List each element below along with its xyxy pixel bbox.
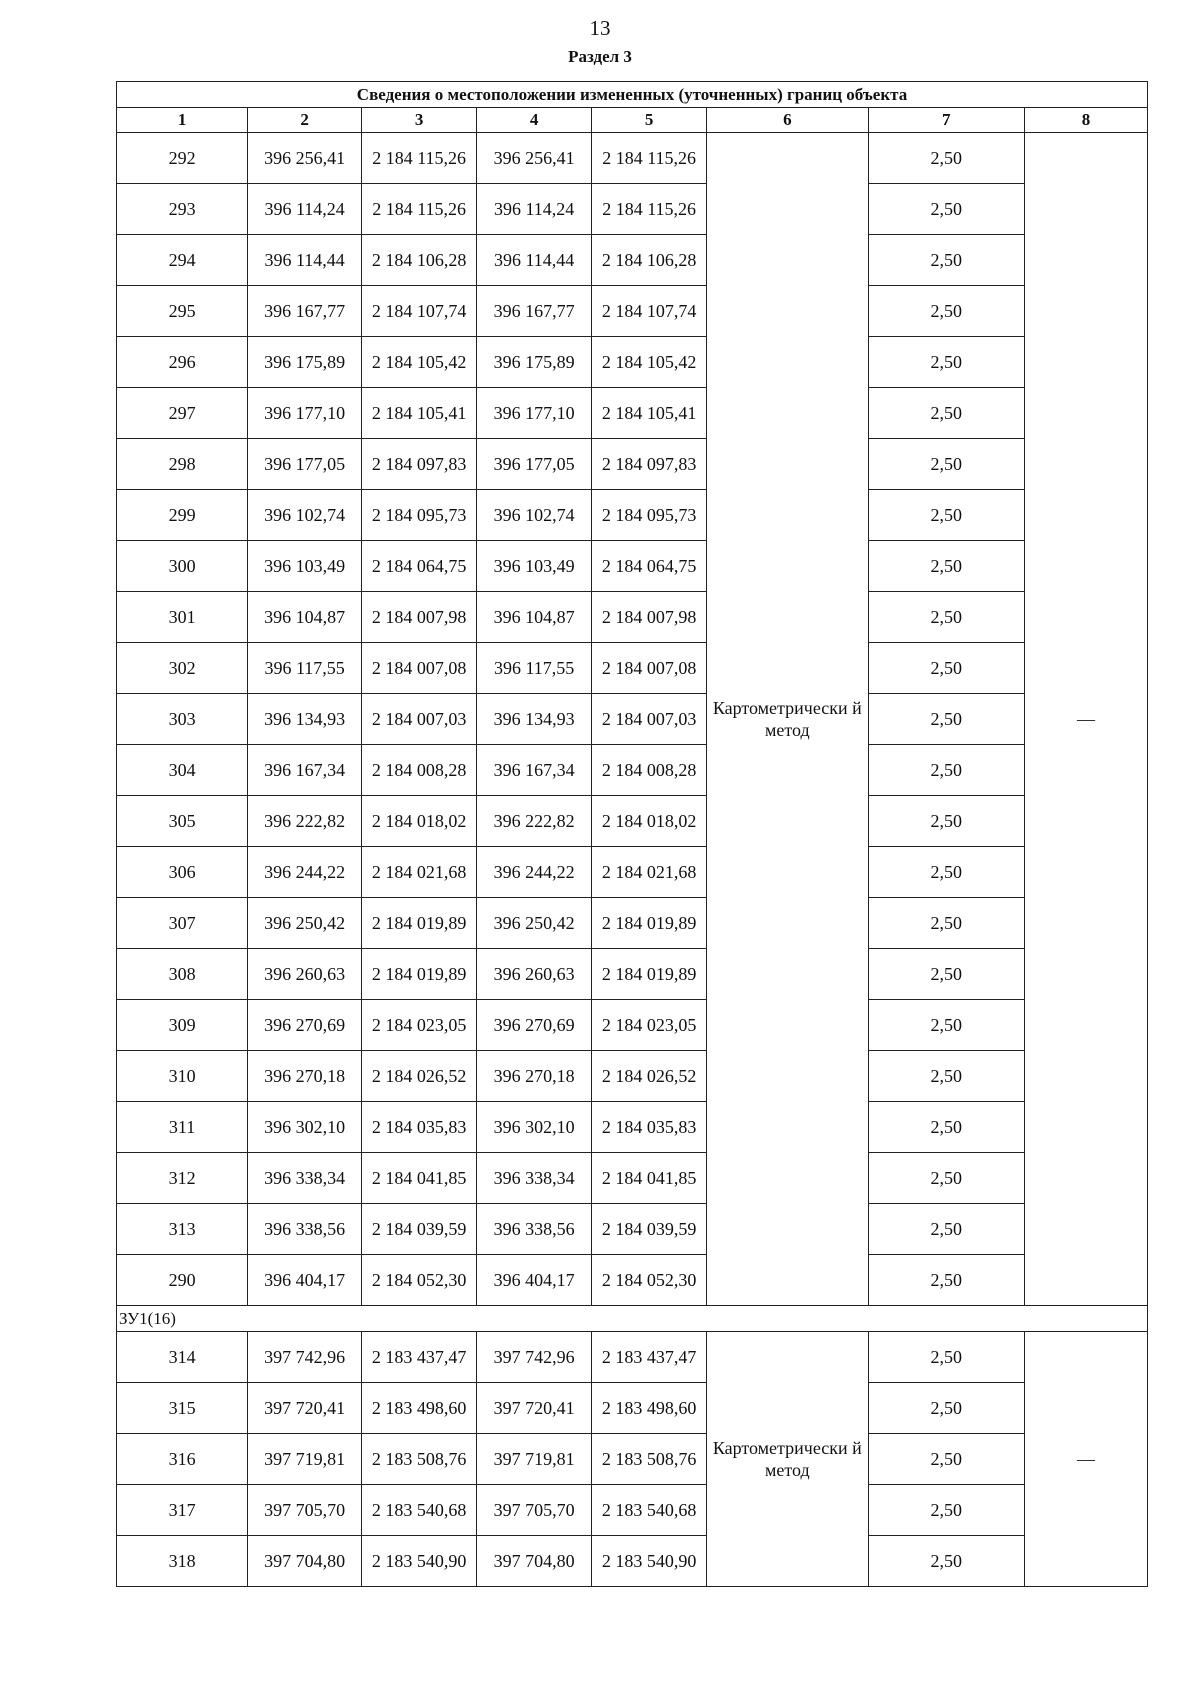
x-existing-cell: 396 102,74 (248, 490, 362, 541)
table-row (117, 1000, 1148, 1051)
y-existing-cell: 2 184 019,89 (362, 949, 477, 1000)
x-new-cell: 397 719,81 (477, 1434, 592, 1485)
y-new-cell: 2 184 008,28 (592, 745, 707, 796)
x-existing-cell: 396 222,82 (248, 796, 362, 847)
y-new-cell: 2 184 064,75 (592, 541, 707, 592)
x-existing-cell: 397 704,80 (248, 1536, 362, 1587)
x-existing-cell: 397 742,96 (248, 1332, 362, 1383)
table-row (117, 1332, 1148, 1383)
x-existing-cell: 396 177,05 (248, 439, 362, 490)
point-number-cell: 311 (117, 1102, 248, 1153)
accuracy-cell: 2,50 (868, 694, 1024, 745)
point-number-cell: 313 (117, 1204, 248, 1255)
table-row (117, 133, 1148, 184)
column-number: 8 (1024, 108, 1147, 133)
accuracy-cell: 2,50 (868, 388, 1024, 439)
x-existing-cell: 396 256,41 (248, 133, 362, 184)
column-number: 6 (707, 108, 868, 133)
x-new-cell: 397 705,70 (477, 1485, 592, 1536)
x-existing-cell: 397 705,70 (248, 1485, 362, 1536)
y-existing-cell: 2 184 007,08 (362, 643, 477, 694)
x-existing-cell: 396 338,56 (248, 1204, 362, 1255)
table-row (117, 898, 1148, 949)
accuracy-cell: 2,50 (868, 1102, 1024, 1153)
table-row (117, 694, 1148, 745)
x-new-cell: 396 177,05 (477, 439, 592, 490)
y-existing-cell: 2 184 035,83 (362, 1102, 477, 1153)
point-number-cell: 290 (117, 1255, 248, 1306)
point-number-cell: 294 (117, 235, 248, 286)
y-new-cell: 2 184 019,89 (592, 949, 707, 1000)
x-new-cell: 396 117,55 (477, 643, 592, 694)
x-new-cell: 396 270,69 (477, 1000, 592, 1051)
y-existing-cell: 2 183 540,68 (362, 1485, 477, 1536)
y-existing-cell: 2 184 097,83 (362, 439, 477, 490)
y-new-cell: 2 184 097,83 (592, 439, 707, 490)
x-new-cell: 397 704,80 (477, 1536, 592, 1587)
table-row (117, 541, 1148, 592)
y-new-cell: 2 184 007,03 (592, 694, 707, 745)
x-existing-cell: 396 167,77 (248, 286, 362, 337)
y-existing-cell: 2 184 008,28 (362, 745, 477, 796)
y-existing-cell: 2 184 018,02 (362, 796, 477, 847)
x-existing-cell: 396 103,49 (248, 541, 362, 592)
column-number: 1 (117, 108, 248, 133)
y-existing-cell: 2 184 007,03 (362, 694, 477, 745)
y-new-cell: 2 184 107,74 (592, 286, 707, 337)
accuracy-cell: 2,50 (868, 1255, 1024, 1306)
x-existing-cell: 396 167,34 (248, 745, 362, 796)
y-new-cell: 2 183 508,76 (592, 1434, 707, 1485)
column-8-cell: — (1024, 133, 1147, 1306)
y-new-cell: 2 184 007,98 (592, 592, 707, 643)
y-new-cell: 2 184 115,26 (592, 133, 707, 184)
point-number-cell: 306 (117, 847, 248, 898)
x-new-cell: 397 720,41 (477, 1383, 592, 1434)
accuracy-cell: 2,50 (868, 1536, 1024, 1587)
y-existing-cell: 2 184 019,89 (362, 898, 477, 949)
y-new-cell: 2 184 106,28 (592, 235, 707, 286)
table-row (117, 847, 1148, 898)
y-new-cell: 2 183 540,90 (592, 1536, 707, 1587)
accuracy-cell: 2,50 (868, 439, 1024, 490)
point-number-cell: 307 (117, 898, 248, 949)
x-existing-cell: 397 719,81 (248, 1434, 362, 1485)
x-new-cell: 396 250,42 (477, 898, 592, 949)
point-number-cell: 297 (117, 388, 248, 439)
table-row (117, 1255, 1148, 1306)
point-number-cell: 292 (117, 133, 248, 184)
parcel-label: ЗУ1(16) (117, 1306, 1148, 1332)
point-number-cell: 315 (117, 1383, 248, 1434)
accuracy-cell: 2,50 (868, 286, 1024, 337)
table-row (117, 1153, 1148, 1204)
point-number-cell: 304 (117, 745, 248, 796)
y-new-cell: 2 184 023,05 (592, 1000, 707, 1051)
accuracy-cell: 2,50 (868, 1000, 1024, 1051)
x-new-cell: 396 338,56 (477, 1204, 592, 1255)
y-existing-cell: 2 184 106,28 (362, 235, 477, 286)
table-row (117, 388, 1148, 439)
x-existing-cell: 396 104,87 (248, 592, 362, 643)
method-cell: Картометрически й метод (707, 1332, 868, 1587)
y-existing-cell: 2 183 437,47 (362, 1332, 477, 1383)
x-existing-cell: 396 270,18 (248, 1051, 362, 1102)
table-row (117, 337, 1148, 388)
accuracy-cell: 2,50 (868, 184, 1024, 235)
accuracy-cell: 2,50 (868, 337, 1024, 388)
y-new-cell: 2 184 115,26 (592, 184, 707, 235)
y-new-cell: 2 184 039,59 (592, 1204, 707, 1255)
y-existing-cell: 2 183 508,76 (362, 1434, 477, 1485)
accuracy-cell: 2,50 (868, 592, 1024, 643)
x-new-cell: 396 256,41 (477, 133, 592, 184)
point-number-cell: 302 (117, 643, 248, 694)
y-existing-cell: 2 184 105,41 (362, 388, 477, 439)
y-new-cell: 2 183 540,68 (592, 1485, 707, 1536)
y-existing-cell: 2 184 021,68 (362, 847, 477, 898)
x-existing-cell: 396 114,44 (248, 235, 362, 286)
y-new-cell: 2 184 105,41 (592, 388, 707, 439)
column-number: 3 (362, 108, 477, 133)
y-existing-cell: 2 184 041,85 (362, 1153, 477, 1204)
table-row (117, 745, 1148, 796)
point-number-cell: 308 (117, 949, 248, 1000)
point-number-cell: 310 (117, 1051, 248, 1102)
x-existing-cell: 396 270,69 (248, 1000, 362, 1051)
y-new-cell: 2 184 018,02 (592, 796, 707, 847)
x-existing-cell: 396 114,24 (248, 184, 362, 235)
accuracy-cell: 2,50 (868, 1434, 1024, 1485)
point-number-cell: 305 (117, 796, 248, 847)
table-row (117, 439, 1148, 490)
y-existing-cell: 2 184 095,73 (362, 490, 477, 541)
x-new-cell: 396 244,22 (477, 847, 592, 898)
x-existing-cell: 396 404,17 (248, 1255, 362, 1306)
point-number-cell: 299 (117, 490, 248, 541)
y-new-cell: 2 184 095,73 (592, 490, 707, 541)
y-new-cell: 2 184 007,08 (592, 643, 707, 694)
table-row (117, 184, 1148, 235)
accuracy-cell: 2,50 (868, 541, 1024, 592)
x-existing-cell: 396 250,42 (248, 898, 362, 949)
y-new-cell: 2 184 041,85 (592, 1153, 707, 1204)
accuracy-cell: 2,50 (868, 1153, 1024, 1204)
column-number: 4 (477, 108, 592, 133)
point-number-cell: 317 (117, 1485, 248, 1536)
y-existing-cell: 2 184 105,42 (362, 337, 477, 388)
accuracy-cell: 2,50 (868, 949, 1024, 1000)
y-existing-cell: 2 183 540,90 (362, 1536, 477, 1587)
accuracy-cell: 2,50 (868, 1383, 1024, 1434)
y-existing-cell: 2 184 064,75 (362, 541, 477, 592)
table-row (117, 490, 1148, 541)
y-existing-cell: 2 184 115,26 (362, 133, 477, 184)
x-existing-cell: 396 177,10 (248, 388, 362, 439)
table-row (117, 1102, 1148, 1153)
page-number: 13 (589, 16, 611, 40)
point-number-cell: 293 (117, 184, 248, 235)
column-number-row (117, 108, 1148, 133)
x-new-cell: 396 270,18 (477, 1051, 592, 1102)
table-row (117, 1204, 1148, 1255)
column-number: 7 (868, 108, 1024, 133)
x-new-cell: 396 102,74 (477, 490, 592, 541)
table-row (117, 796, 1148, 847)
x-new-cell: 396 177,10 (477, 388, 592, 439)
y-new-cell: 2 184 035,83 (592, 1102, 707, 1153)
table-row (117, 592, 1148, 643)
x-new-cell: 396 167,77 (477, 286, 592, 337)
x-existing-cell: 396 175,89 (248, 337, 362, 388)
y-new-cell: 2 184 105,42 (592, 337, 707, 388)
table-body (117, 133, 1148, 1587)
point-number-cell: 316 (117, 1434, 248, 1485)
y-existing-cell: 2 184 023,05 (362, 1000, 477, 1051)
accuracy-cell: 2,50 (868, 898, 1024, 949)
x-existing-cell: 396 134,93 (248, 694, 362, 745)
accuracy-cell: 2,50 (868, 643, 1024, 694)
x-new-cell: 396 175,89 (477, 337, 592, 388)
column-number: 2 (248, 108, 362, 133)
y-new-cell: 2 184 021,68 (592, 847, 707, 898)
y-existing-cell: 2 184 107,74 (362, 286, 477, 337)
y-existing-cell: 2 183 498,60 (362, 1383, 477, 1434)
table-row (117, 1536, 1148, 1587)
y-existing-cell: 2 184 115,26 (362, 184, 477, 235)
x-new-cell: 396 114,44 (477, 235, 592, 286)
accuracy-cell: 2,50 (868, 1332, 1024, 1383)
y-existing-cell: 2 184 026,52 (362, 1051, 477, 1102)
x-new-cell: 396 114,24 (477, 184, 592, 235)
x-existing-cell: 396 117,55 (248, 643, 362, 694)
x-new-cell: 396 103,49 (477, 541, 592, 592)
table-row (117, 1383, 1148, 1434)
table-row (117, 949, 1148, 1000)
point-number-cell: 296 (117, 337, 248, 388)
point-number-cell: 318 (117, 1536, 248, 1587)
table-row (117, 286, 1148, 337)
accuracy-cell: 2,50 (868, 1051, 1024, 1102)
y-new-cell: 2 183 498,60 (592, 1383, 707, 1434)
point-number-cell: 314 (117, 1332, 248, 1383)
table-row (117, 235, 1148, 286)
x-existing-cell: 396 302,10 (248, 1102, 362, 1153)
parcel-section-row (117, 1306, 1148, 1332)
point-number-cell: 309 (117, 1000, 248, 1051)
accuracy-cell: 2,50 (868, 847, 1024, 898)
x-existing-cell: 396 260,63 (248, 949, 362, 1000)
y-existing-cell: 2 184 007,98 (362, 592, 477, 643)
x-new-cell: 396 260,63 (477, 949, 592, 1000)
y-existing-cell: 2 184 052,30 (362, 1255, 477, 1306)
x-existing-cell: 397 720,41 (248, 1383, 362, 1434)
point-number-cell: 298 (117, 439, 248, 490)
accuracy-cell: 2,50 (868, 133, 1024, 184)
x-new-cell: 397 742,96 (477, 1332, 592, 1383)
column-number: 5 (592, 108, 707, 133)
accuracy-cell: 2,50 (868, 1204, 1024, 1255)
y-new-cell: 2 184 019,89 (592, 898, 707, 949)
coordinates-table (116, 81, 1148, 1587)
x-new-cell: 396 104,87 (477, 592, 592, 643)
x-new-cell: 396 167,34 (477, 745, 592, 796)
y-new-cell: 2 183 437,47 (592, 1332, 707, 1383)
x-new-cell: 396 302,10 (477, 1102, 592, 1153)
x-new-cell: 396 404,17 (477, 1255, 592, 1306)
x-existing-cell: 396 338,34 (248, 1153, 362, 1204)
accuracy-cell: 2,50 (868, 745, 1024, 796)
table-row (117, 1485, 1148, 1536)
y-new-cell: 2 184 026,52 (592, 1051, 707, 1102)
accuracy-cell: 2,50 (868, 490, 1024, 541)
point-number-cell: 301 (117, 592, 248, 643)
x-new-cell: 396 222,82 (477, 796, 592, 847)
x-existing-cell: 396 244,22 (248, 847, 362, 898)
x-new-cell: 396 338,34 (477, 1153, 592, 1204)
x-new-cell: 396 134,93 (477, 694, 592, 745)
table-row (117, 1434, 1148, 1485)
column-8-cell: — (1024, 1332, 1147, 1587)
point-number-cell: 300 (117, 541, 248, 592)
section-title: Раздел 3 (568, 47, 632, 66)
accuracy-cell: 2,50 (868, 235, 1024, 286)
y-new-cell: 2 184 052,30 (592, 1255, 707, 1306)
table-row (117, 643, 1148, 694)
accuracy-cell: 2,50 (868, 1485, 1024, 1536)
table-row (117, 1051, 1148, 1102)
method-cell: Картометрически й метод (707, 133, 868, 1306)
table-caption: Сведения о местоположении измененных (уточненных) границ объекта (117, 82, 1148, 108)
point-number-cell: 303 (117, 694, 248, 745)
point-number-cell: 295 (117, 286, 248, 337)
y-existing-cell: 2 184 039,59 (362, 1204, 477, 1255)
point-number-cell: 312 (117, 1153, 248, 1204)
accuracy-cell: 2,50 (868, 796, 1024, 847)
